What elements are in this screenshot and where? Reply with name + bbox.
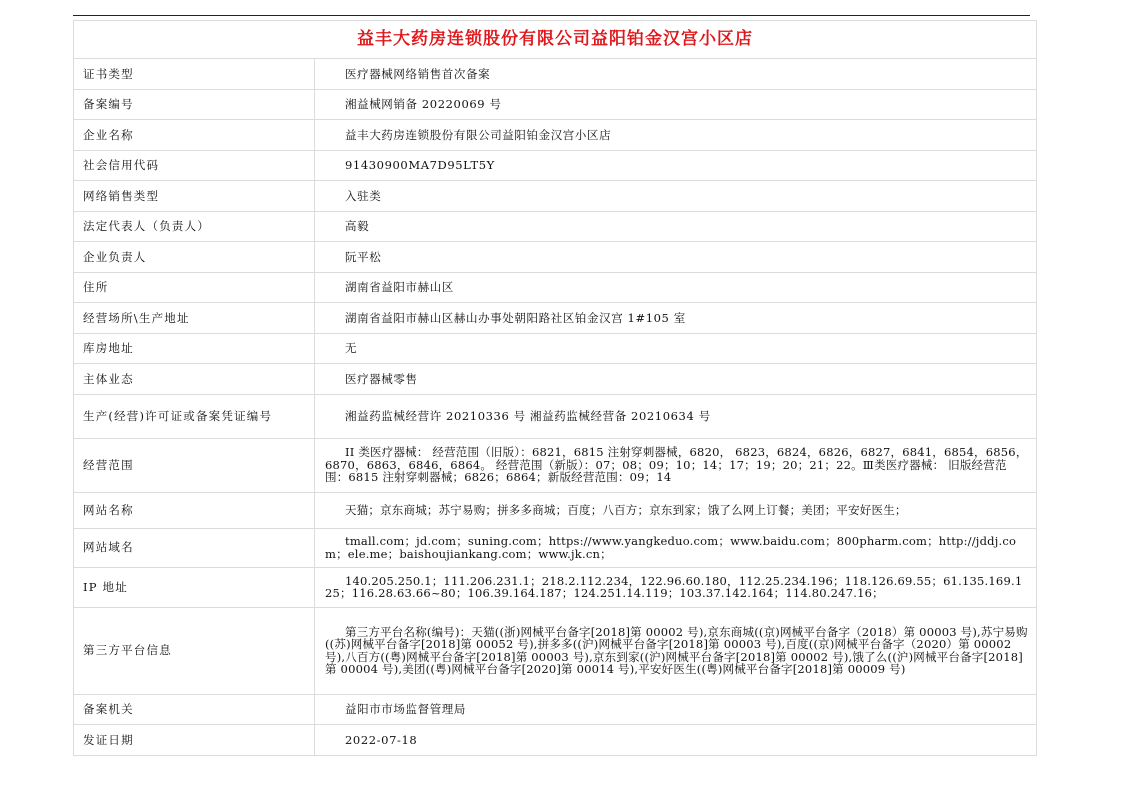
row-label: 生产(经营)许可证或备案凭证编号 — [74, 394, 315, 438]
row-value: tmall.com；jd.com；suning.com；https://www.yangkeduo.com；www.baidu.com；800pharm.com；http://jddj.com；ele.me；baishoujiankang.com；www.jk.cn； — [315, 528, 1037, 567]
table-row — [74, 211, 1037, 242]
row-value: 益阳市市场监督管理局 — [315, 694, 1037, 725]
table-row — [74, 303, 1037, 334]
certificate-title: 益丰大药房连锁股份有限公司益阳铂金汉宫小区店 — [74, 21, 1037, 59]
row-value: 益丰大药房连锁股份有限公司益阳铂金汉宫小区店 — [315, 120, 1037, 151]
row-label: 备案编号 — [74, 89, 315, 120]
table-row — [74, 528, 1037, 567]
row-label: 网站域名 — [74, 528, 315, 567]
table-row — [74, 59, 1037, 90]
row-label: 证书类型 — [74, 59, 315, 90]
row-label: 社会信用代码 — [74, 150, 315, 181]
row-value: 湖南省益阳市赫山区赫山办事处朝阳路社区铂金汉宫 1#105 室 — [315, 303, 1037, 334]
table-row — [74, 333, 1037, 364]
row-value: II 类医疗器械： 经营范围（旧版）：6821，6815 注射穿刺器械，6820， 6823，6824，6826，6827，6841，6854，6856，6870，6863，6846，6864。 经营范围（新版）：07；08；09；10；14；17；19；20；21；22。Ⅲ类医疗器械： 旧版经营范围：6815 注射穿刺器械；6826；6864；新版经营范围：09；14 — [315, 438, 1037, 492]
table-row — [74, 694, 1037, 725]
row-value: 2022-07-18 — [315, 725, 1037, 756]
table-row — [74, 364, 1037, 395]
row-value: 第三方平台名称(编号)：天猫((浙)网械平台备字[2018]第 00002 号),京东商城((京)网械平台备字（2018）第 00003 号),苏宁易购((苏)网械平台备字[2018]第 00052 号),拼多多((沪)网械平台备字[2018]第 00003 号),百度((京)网械平台备字（2020）第 00002 号),八百方((粤)网械平台备字[2018]第 00003 号),京东到家((沪)网械平台备字[2018]第 00002 号),饿了么((沪)网械平台备字[2018]第 00004 号),美团((粤)网械平台备字[2020]第 00014 号),平安好医生((粤)网械平台备字[2018]第 00009 号) — [315, 607, 1037, 694]
row-label: 第三方平台信息 — [74, 607, 315, 694]
row-value: 140.205.250.1；111.206.231.1；218.2.112.234，122.96.60.180，112.25.234.196；118.126.69.55；61.135.169.125；116.28.63.66~80；106.39.164.187；124.251.14.119；103.37.142.164；114.80.247.16； — [315, 567, 1037, 607]
row-label: IP 地址 — [74, 567, 315, 607]
table-row — [74, 394, 1037, 438]
table-row — [74, 567, 1037, 607]
table-row — [74, 607, 1037, 694]
row-value: 入驻类 — [315, 181, 1037, 212]
row-value: 阮平松 — [315, 242, 1037, 273]
row-value: 医疗器械网络销售首次备案 — [315, 59, 1037, 90]
row-value: 高毅 — [315, 211, 1037, 242]
certificate-table — [73, 20, 1037, 756]
row-label: 法定代表人（负责人） — [74, 211, 315, 242]
row-value: 无 — [315, 333, 1037, 364]
row-label: 库房地址 — [74, 333, 315, 364]
row-value: 91430900MA7D95LT5Y — [315, 150, 1037, 181]
table-row — [74, 438, 1037, 492]
row-label: 经营场所\生产地址 — [74, 303, 315, 334]
row-value: 湘益械网销备 20220069 号 — [315, 89, 1037, 120]
table-row — [74, 89, 1037, 120]
table-row — [74, 181, 1037, 212]
row-label: 网站名称 — [74, 492, 315, 528]
table-row — [74, 242, 1037, 273]
table-row — [74, 120, 1037, 151]
top-rule — [73, 15, 1030, 16]
row-label: 企业名称 — [74, 120, 315, 151]
table-row — [74, 150, 1037, 181]
row-label: 备案机关 — [74, 694, 315, 725]
row-value: 湘益药监械经营许 20210336 号 湘益药监械经营备 20210634 号 — [315, 394, 1037, 438]
row-label: 网络销售类型 — [74, 181, 315, 212]
row-label: 主体业态 — [74, 364, 315, 395]
table-row — [74, 272, 1037, 303]
row-label: 经营范围 — [74, 438, 315, 492]
table-row — [74, 492, 1037, 528]
row-label: 发证日期 — [74, 725, 315, 756]
row-value: 医疗器械零售 — [315, 364, 1037, 395]
row-value: 湖南省益阳市赫山区 — [315, 272, 1037, 303]
table-row — [74, 725, 1037, 756]
row-label: 企业负责人 — [74, 242, 315, 273]
row-label: 住所 — [74, 272, 315, 303]
row-value: 天猫；京东商城；苏宁易购；拼多多商城；百度；八百方；京东到家；饿了么网上订餐；美团；平安好医生； — [315, 492, 1037, 528]
